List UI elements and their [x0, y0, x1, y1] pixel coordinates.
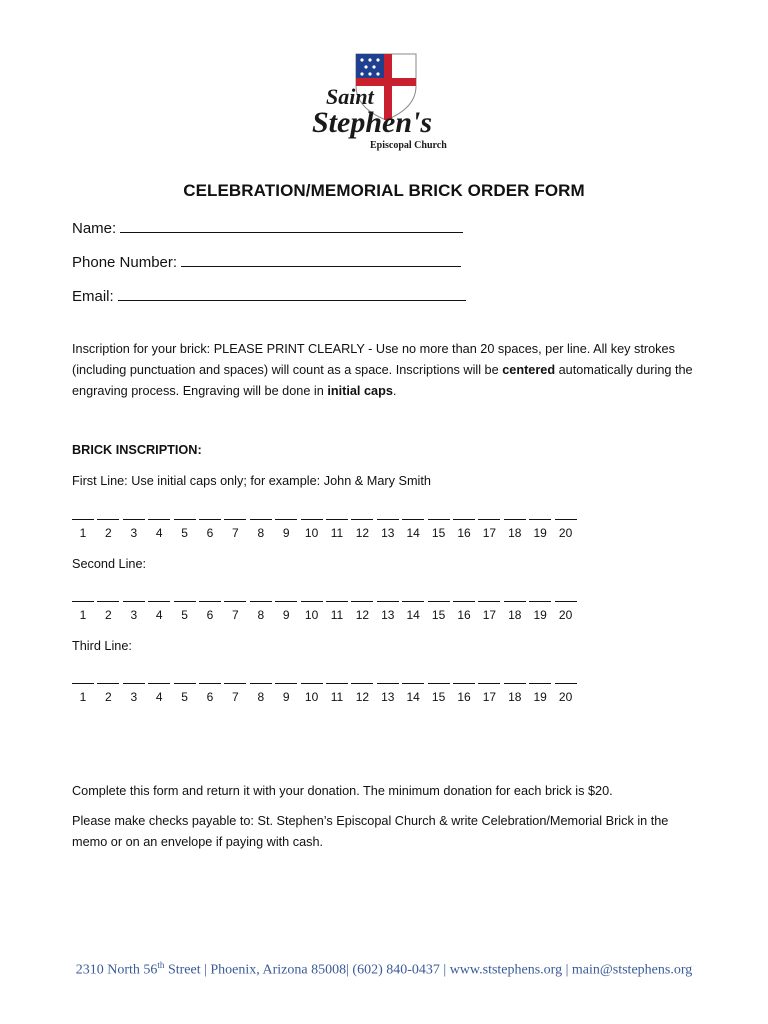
character-slot[interactable] [72, 519, 94, 520]
character-slot[interactable] [402, 519, 424, 520]
donation-note: Complete this form and return it with your donation. The minimum donation for each brick is $20. [72, 784, 613, 798]
footer-address-b: Street | Phoenix, Arizona 85008| (602) 840-0437 | www.ststephens.org | main@ststephens.org [164, 962, 693, 978]
slot-number: 4 [155, 526, 163, 540]
slot-number: 4 [155, 690, 163, 704]
slot-number: 9 [282, 526, 290, 540]
character-slot[interactable] [529, 601, 551, 602]
logo-word-saint: Saint [326, 84, 374, 109]
first-line-numbers [72, 526, 592, 542]
character-slot[interactable] [428, 519, 450, 520]
third-line-numbers [72, 690, 592, 706]
slot-number: 7 [232, 526, 239, 540]
character-slot[interactable] [478, 519, 500, 520]
character-slot[interactable] [326, 683, 348, 684]
slot-number: 18 [508, 608, 522, 622]
character-slot[interactable] [174, 601, 196, 602]
instructions-text-2: automatically during the engraving process. Engraving will be done in [72, 363, 693, 398]
name-field[interactable] [72, 219, 463, 237]
slot-number: 10 [304, 690, 319, 704]
character-slot[interactable] [224, 683, 246, 684]
character-slot[interactable] [504, 601, 526, 602]
name-input-line[interactable] [120, 219, 463, 233]
character-slot[interactable] [529, 683, 551, 684]
instructions-text-3: . [392, 384, 397, 398]
slot-number: 10 [304, 526, 319, 540]
character-slot[interactable] [377, 519, 399, 520]
character-slot[interactable] [555, 683, 577, 684]
second-line-numbers [72, 608, 592, 624]
character-slot[interactable] [478, 683, 500, 684]
character-slot[interactable] [199, 601, 221, 602]
slot-number: 7 [232, 608, 239, 622]
phone-input-line[interactable] [181, 253, 461, 267]
slot-number: 19 [533, 608, 547, 622]
slot-number: 5 [181, 690, 188, 704]
episcopal-shield-icon [304, 48, 466, 156]
character-slot[interactable] [504, 519, 526, 520]
footer-address-a: 2310 North 56 [75, 962, 158, 978]
character-slot[interactable] [326, 601, 348, 602]
character-slot[interactable] [301, 519, 323, 520]
slot-number: 6 [206, 526, 214, 540]
logo-word-episcopal: Episcopal Church [370, 140, 447, 151]
slot-number: 10 [304, 608, 319, 622]
first-line-label: First Line: Use initial caps only; for example: John & Mary Smith [72, 474, 431, 488]
character-slot[interactable] [555, 601, 577, 602]
character-slot[interactable] [301, 683, 323, 684]
second-line-label: Second Line: [72, 557, 147, 571]
character-slot[interactable] [453, 683, 475, 684]
email-input-line[interactable] [118, 287, 466, 301]
character-slot[interactable] [301, 601, 323, 602]
slot-number: 20 [558, 608, 573, 622]
slot-number: 1 [79, 526, 87, 540]
slot-number: 11 [330, 608, 344, 622]
form-title: CELEBRATION/MEMORIAL BRICK ORDER FORM [183, 181, 585, 200]
character-slot[interactable] [478, 601, 500, 602]
character-slot[interactable] [199, 519, 221, 520]
slot-number: 12 [355, 526, 370, 540]
email-field[interactable] [72, 287, 466, 305]
slot-number: 17 [482, 608, 497, 622]
slot-number: 8 [257, 608, 265, 622]
brick-inscription-heading: BRICK INSCRIPTION: [72, 443, 202, 457]
slot-number: 13 [381, 608, 395, 622]
slot-number: 18 [508, 690, 522, 704]
character-slot[interactable] [123, 519, 145, 520]
character-slot[interactable] [123, 683, 145, 684]
footer-address-sup: th [157, 960, 165, 970]
slot-number: 11 [330, 526, 344, 540]
email-label: Email: [72, 288, 114, 305]
character-slot[interactable] [123, 601, 145, 602]
logo-word-stephens: Stephen's [312, 106, 433, 139]
slot-number: 6 [206, 690, 214, 704]
character-slot[interactable] [428, 683, 450, 684]
footer-address [0, 960, 768, 979]
slot-number: 15 [431, 608, 446, 622]
slot-number: 7 [232, 690, 239, 704]
slot-number: 16 [457, 690, 471, 704]
character-slot[interactable] [72, 601, 94, 602]
slot-number: 2 [105, 526, 112, 540]
character-slot[interactable] [148, 601, 170, 602]
slot-number: 15 [431, 690, 446, 704]
character-slot[interactable] [275, 601, 297, 602]
character-slot[interactable] [275, 683, 297, 684]
slot-number: 4 [155, 608, 163, 622]
slot-number: 3 [130, 608, 138, 622]
character-slot[interactable] [377, 601, 399, 602]
character-slot[interactable] [97, 519, 119, 520]
slot-number: 2 [105, 690, 112, 704]
slot-number: 19 [533, 526, 547, 540]
name-label: Name: [72, 220, 117, 237]
character-slot[interactable] [351, 683, 373, 684]
slot-number: 20 [558, 690, 573, 704]
character-slot[interactable] [250, 601, 272, 602]
slot-number: 14 [406, 608, 420, 622]
inscription-instructions [72, 339, 702, 402]
slot-number: 12 [355, 690, 370, 704]
character-slot[interactable] [97, 683, 119, 684]
character-slot[interactable] [555, 519, 577, 520]
slot-number: 16 [457, 526, 471, 540]
character-slot[interactable] [351, 519, 373, 520]
character-slot[interactable] [148, 519, 170, 520]
checks-note: Please make checks payable to: St. Stephen’s Episcopal Church & write Celebration/Memorial Brick in the memo or on an envelope if paying with cash. [72, 814, 669, 849]
slot-number: 1 [79, 690, 87, 704]
character-slot[interactable] [529, 519, 551, 520]
third-line-label: Third Line: [72, 639, 132, 653]
character-slot[interactable] [174, 683, 196, 684]
slot-number: 8 [257, 526, 265, 540]
church-logo [304, 48, 466, 156]
slot-number: 9 [282, 608, 290, 622]
slot-number: 18 [508, 526, 522, 540]
slot-number: 14 [406, 526, 420, 540]
character-slot[interactable] [224, 601, 246, 602]
character-slot[interactable] [326, 519, 348, 520]
slot-number: 19 [533, 690, 547, 704]
phone-field[interactable] [72, 253, 461, 271]
character-slot[interactable] [504, 683, 526, 684]
character-slot[interactable] [199, 683, 221, 684]
slot-number: 2 [105, 608, 112, 622]
slot-number: 5 [181, 608, 188, 622]
character-slot[interactable] [72, 683, 94, 684]
character-slot[interactable] [224, 519, 246, 520]
slot-number: 12 [355, 608, 370, 622]
character-slot[interactable] [453, 519, 475, 520]
character-slot[interactable] [402, 601, 424, 602]
character-slot[interactable] [275, 519, 297, 520]
slot-number: 14 [406, 690, 420, 704]
character-slot[interactable] [453, 601, 475, 602]
character-slot[interactable] [428, 601, 450, 602]
slot-number: 5 [181, 526, 188, 540]
slot-number: 9 [282, 690, 290, 704]
instructions-centered: centered [502, 363, 556, 377]
character-slot[interactable] [174, 519, 196, 520]
character-slot[interactable] [377, 683, 399, 684]
slot-number: 20 [558, 526, 573, 540]
slot-number: 17 [482, 690, 497, 704]
character-slot[interactable] [351, 601, 373, 602]
slot-number: 17 [482, 526, 497, 540]
slot-number: 6 [206, 608, 214, 622]
phone-label: Phone Number: [72, 254, 178, 271]
slot-number: 13 [381, 690, 395, 704]
instructions-text-1: Inscription for your brick: PLEASE PRINT CLEARLY - Use no more than 20 spaces, per line. All key strokes (including punctuation and spaces) will count as a space. Inscriptions will be [72, 342, 675, 377]
character-slot[interactable] [250, 519, 272, 520]
slot-number: 15 [431, 526, 446, 540]
character-slot[interactable] [402, 683, 424, 684]
slot-number: 11 [330, 690, 344, 704]
instructions-initial-caps: initial caps [327, 384, 393, 398]
character-slot[interactable] [250, 683, 272, 684]
slot-number: 1 [79, 608, 87, 622]
character-slot[interactable] [148, 683, 170, 684]
slot-number: 16 [457, 608, 471, 622]
character-slot[interactable] [97, 601, 119, 602]
slot-number: 3 [130, 690, 138, 704]
slot-number: 3 [130, 526, 138, 540]
slot-number: 8 [257, 690, 265, 704]
slot-number: 13 [381, 526, 395, 540]
